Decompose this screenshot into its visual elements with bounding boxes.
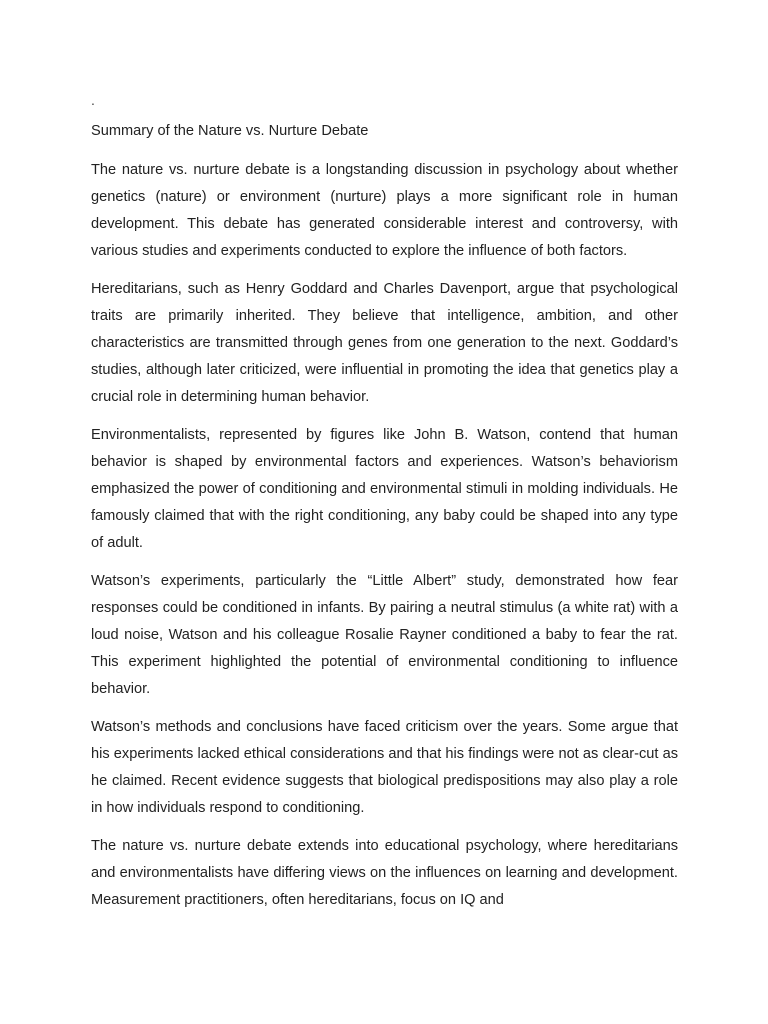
paragraph-4: Watson’s experiments, particularly the “Little Albert” study, demonstrated how fear responses could be conditioned in infants. By pairing a neutral stimulus (a white rat) with a loud noise, Watson and his colleague Rosalie Rayner conditioned a baby to fear the rat. This experiment highlighted the potential of environmental conditioning to influence behavior. bbox=[91, 573, 678, 697]
paragraph-6: The nature vs. nurture debate extends into educational psychology, where hereditarians and environmentalists have differing views on the influences on learning and development. Measurement practitioners, often hereditarians, focus on IQ and bbox=[91, 838, 678, 908]
paragraph-5: Watson’s methods and conclusions have faced criticism over the years. Some argue that his experiments lacked ethical considerations and that his findings were not as clear-cut as he claimed. Recent evidence suggests that biological predispositions may also play a role in how individuals respond to conditioning. bbox=[91, 719, 678, 816]
paragraph-1: The nature vs. nurture debate is a longstanding discussion in psychology about whether genetics (nature) or environment (nurture) plays a more significant role in human development. This debate has generated considerable interest and controversy, with various studies and experiments conducted to explore the influence of both factors. bbox=[91, 162, 678, 259]
page-marker: . bbox=[91, 92, 95, 108]
paragraph-2: Hereditarians, such as Henry Goddard and Charles Davenport, argue that psychological traits are primarily inherited. They believe that intelligence, ambition, and other characteristics are transmitted through genes from one generation to the next. Goddard’s studies, although later criticized, were influential in promoting the idea that genetics play a crucial role in determining human behavior. bbox=[91, 281, 678, 405]
document-content bbox=[91, 90, 678, 925]
paragraph-3: Environmentalists, represented by figures like John B. Watson, contend that human behavior is shaped by environmental factors and experiences. Watson’s behaviorism emphasized the power of conditioning and environmental stimuli in molding individuals. He famously claimed that with the right conditioning, any baby could be shaped into any type of adult. bbox=[91, 427, 678, 551]
document-title: Summary of the Nature vs. Nurture Debate bbox=[91, 123, 369, 139]
